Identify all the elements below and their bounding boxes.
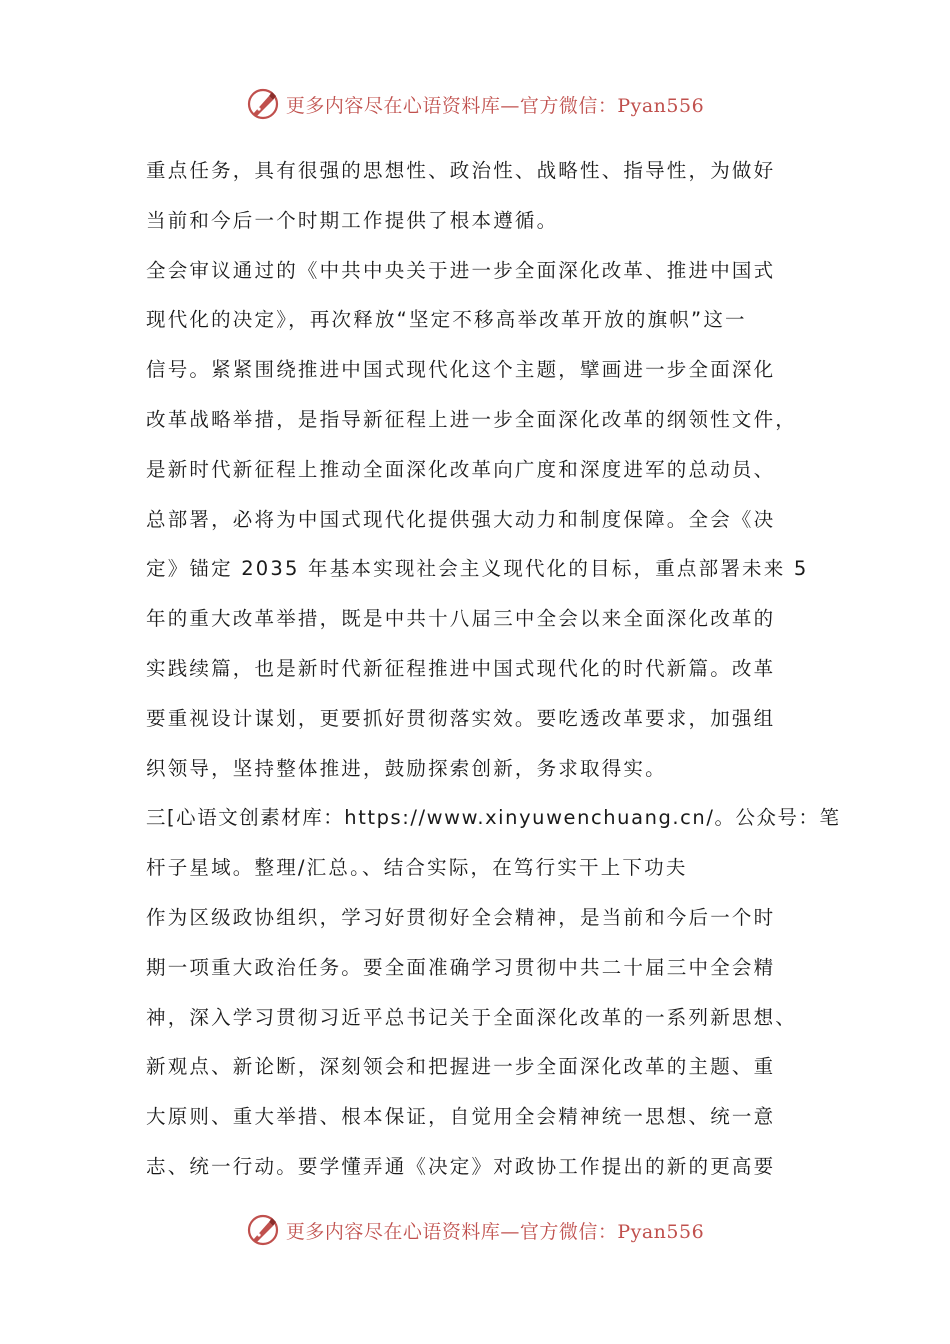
body-line: 杆子星域。整理/汇总。、结合实际，在笃行实干上下功夫 bbox=[146, 856, 688, 880]
body-line: 志、统一行动。要学懂弄通《决定》对政协工作提出的新的更高要 bbox=[146, 1154, 776, 1178]
body-line: 总部署，必将为中国式现代化提供强大动力和制度保障。全会《决 bbox=[146, 507, 776, 531]
body-line: 现代化的决定》，再次释放“坚定不移高举改革开放的旗帜”这一 bbox=[146, 308, 747, 332]
body-line: 定》锚定 2035 年基本实现社会主义现代化的目标，重点部署未来 5 bbox=[146, 557, 809, 581]
body-line: 实践续篇，也是新时代新征程推进中国式现代化的时代新篇。改革 bbox=[146, 656, 776, 680]
body-line: 大原则、重大举措、根本保证，自觉用全会精神统一思想、统一意 bbox=[146, 1105, 776, 1129]
body-line: 年的重大改革举措，既是中共十八届三中全会以来全面深化改革的 bbox=[146, 607, 776, 631]
pen-nib-logo-icon bbox=[246, 1213, 280, 1247]
watermark-text: 更多内容尽在心语资料库—官方微信：Pyan556 bbox=[285, 94, 705, 117]
body-line-url: 三[心语文创素材库：https://www.xinyuwenchuang.cn/。公众号：笔 bbox=[146, 806, 841, 830]
watermark-text: 更多内容尽在心语资料库—官方微信：Pyan556 bbox=[285, 1220, 705, 1243]
body-line: 期一项重大政治任务。要全面准确学习贯彻中共二十届三中全会精 bbox=[146, 955, 776, 979]
body-line: 改革战略举措，是指导新征程上进一步全面深化改革的纲领性文件， bbox=[146, 407, 798, 431]
pen-nib-logo-icon bbox=[246, 87, 280, 121]
body-line: 全会审议通过的《中共中央关于进一步全面深化改革、推进中国式 bbox=[146, 258, 776, 282]
body-line: 神，深入学习贯彻习近平总书记关于全面深化改革的一系列新思想、 bbox=[146, 1005, 798, 1029]
body-line: 作为区级政协组织，学习好贯彻好全会精神，是当前和今后一个时 bbox=[146, 905, 776, 929]
body-line: 新观点、新论断，深刻领会和把握进一步全面深化改革的主题、重 bbox=[146, 1055, 776, 1079]
document-body bbox=[146, 146, 841, 1192]
body-line: 是新时代新征程上推动全面深化改革向广度和深度进军的总动员、 bbox=[146, 457, 776, 481]
watermark-banner-bottom bbox=[0, 1210, 950, 1250]
body-line: 织领导，坚持整体推进，鼓励探索创新，务求取得实。 bbox=[146, 756, 667, 780]
body-line: 信号。紧紧围绕推进中国式现代化这个主题，擘画进一步全面深化 bbox=[146, 358, 776, 382]
body-line: 要重视设计谋划，更要抓好贯彻落实效。要吃透改革要求，加强组 bbox=[146, 706, 776, 730]
body-line: 重点任务，具有很强的思想性、政治性、战略性、指导性，为做好 bbox=[146, 159, 776, 182]
body-line: 当前和今后一个时期工作提供了根本遵循。 bbox=[146, 208, 559, 232]
watermark-banner-top bbox=[0, 84, 950, 124]
